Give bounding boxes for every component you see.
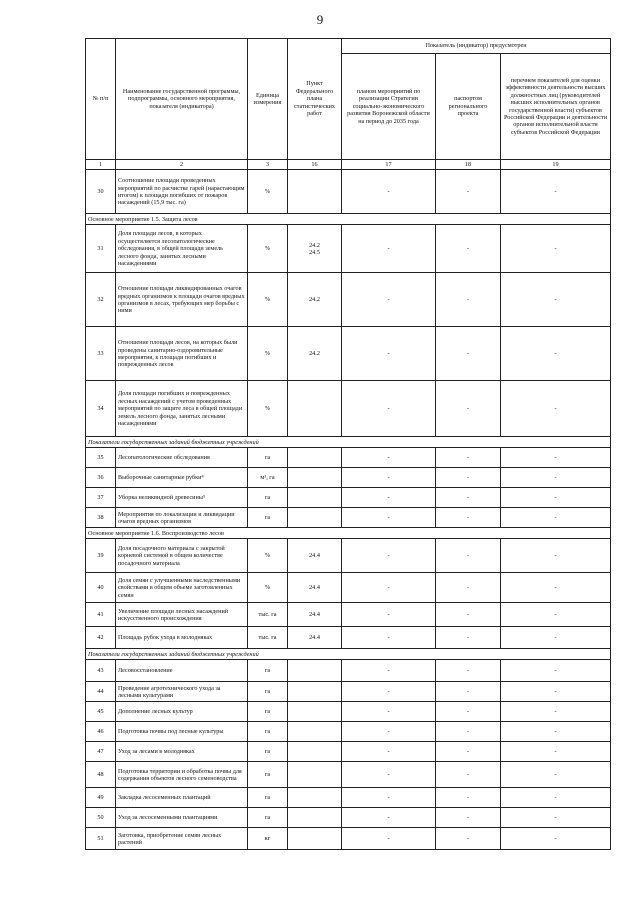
header-group: Показатель (индикатор) предусмотрен: [342, 39, 611, 54]
indicator-name: Отношение площади ликвидированных очагов вредных организмов к площади очагов вредных организмов в лесах, требующих мер борьбы с ними: [116, 273, 248, 327]
passport-cell: -: [436, 603, 501, 627]
section-title: Основное мероприятие 1.6. Воспроизводство лесов: [86, 528, 611, 539]
section-title: Показатели государственных заданий бюджетных учреждений: [86, 649, 611, 660]
indicator-name: Соотношение площади проведенных мероприятий по расчистке гарей (нарастающим итогом) к площади погибших от пожаров насаждений (15,9 тыс. га): [116, 170, 248, 214]
section-row: [86, 437, 611, 448]
row-number: 49: [86, 788, 116, 808]
unit-cell: га: [248, 762, 288, 788]
federal-plan-cell: [288, 660, 342, 682]
indicator-name: Увеличение площади лесных насаждений искусственного происхождения: [116, 603, 248, 627]
row-number: 50: [86, 808, 116, 828]
unit-cell: тыс. га: [248, 627, 288, 649]
strategy-cell: -: [342, 573, 436, 603]
strategy-cell: -: [342, 682, 436, 702]
unit-cell: га: [248, 722, 288, 742]
federal-plan-cell: [288, 762, 342, 788]
column-number-cell: 1: [86, 160, 116, 170]
efficiency-list-cell: -: [501, 722, 611, 742]
indicator-name: Уход за лесами в молодняках: [116, 742, 248, 762]
efficiency-list-cell: -: [501, 468, 611, 488]
passport-cell: -: [436, 225, 501, 273]
row-number: 46: [86, 722, 116, 742]
strategy-cell: -: [342, 742, 436, 762]
table-row: [86, 660, 611, 682]
unit-cell: %: [248, 273, 288, 327]
federal-plan-cell: [288, 488, 342, 508]
strategy-cell: -: [342, 539, 436, 573]
section-title: Основное мероприятие 1.5. Защита лесов: [86, 214, 611, 225]
efficiency-list-cell: -: [501, 381, 611, 437]
row-number: 43: [86, 660, 116, 682]
table-row: [86, 327, 611, 381]
unit-cell: %: [248, 327, 288, 381]
column-number-cell: 19: [501, 160, 611, 170]
passport-cell: -: [436, 788, 501, 808]
passport-cell: -: [436, 627, 501, 649]
table-row: [86, 170, 611, 214]
row-number: 36: [86, 468, 116, 488]
row-number: 33: [86, 327, 116, 381]
row-number: 45: [86, 702, 116, 722]
passport-cell: -: [436, 508, 501, 528]
table-row: [86, 539, 611, 573]
efficiency-list-cell: -: [501, 448, 611, 468]
row-number: 51: [86, 828, 116, 850]
unit-cell: га: [248, 448, 288, 468]
row-number: 37: [86, 488, 116, 508]
table-row: [86, 742, 611, 762]
federal-plan-cell: [288, 468, 342, 488]
federal-plan-cell: [288, 742, 342, 762]
federal-plan-cell: [288, 381, 342, 437]
indicator-name: Подготовка почвы под лесные культуры: [116, 722, 248, 742]
passport-cell: -: [436, 660, 501, 682]
strategy-cell: -: [342, 508, 436, 528]
table-row: [86, 573, 611, 603]
table-row: [86, 702, 611, 722]
unit-cell: кг: [248, 828, 288, 850]
passport-cell: -: [436, 808, 501, 828]
strategy-cell: -: [342, 488, 436, 508]
passport-cell: -: [436, 722, 501, 742]
page-number: 9: [316, 12, 324, 27]
indicator-name: Мероприятия по локализации и ликвидации очагов вредных организмов: [116, 508, 248, 528]
indicator-name: Выборочные санитарные рубки⁴: [116, 468, 248, 488]
efficiency-list-cell: -: [501, 539, 611, 573]
efficiency-list-cell: -: [501, 660, 611, 682]
strategy-cell: -: [342, 722, 436, 742]
federal-plan-cell: [288, 682, 342, 702]
efficiency-list-cell: -: [501, 808, 611, 828]
indicators-table: [85, 38, 611, 850]
table-row: [86, 381, 611, 437]
header-efficiency-list: перечнем показателей для оценки эффективности деятельности высших должностных лиц (руководителей высших исполнительных органов государственной власти) субъектов Российской Федерации и деятельности органов исполнительной власти субъектов Российской Федерации: [501, 54, 611, 160]
efficiency-list-cell: -: [501, 225, 611, 273]
federal-plan-cell: [288, 448, 342, 468]
strategy-cell: -: [342, 702, 436, 722]
table-row: [86, 762, 611, 788]
unit-cell: га: [248, 702, 288, 722]
strategy-cell: -: [342, 660, 436, 682]
efficiency-list-cell: -: [501, 488, 611, 508]
unit-cell: %: [248, 381, 288, 437]
federal-plan-cell: [288, 702, 342, 722]
table-row: [86, 488, 611, 508]
table-row: [86, 808, 611, 828]
unit-cell: га: [248, 788, 288, 808]
efficiency-list-cell: -: [501, 828, 611, 850]
federal-plan-cell: 24.4: [288, 573, 342, 603]
efficiency-list-cell: -: [501, 702, 611, 722]
table-row: [86, 788, 611, 808]
strategy-cell: -: [342, 448, 436, 468]
indicator-name: Доля посадочного материала с закрытой корневой системой в общем количестве посадочного материала: [116, 539, 248, 573]
table-row: [86, 682, 611, 702]
indicator-name: Дополнение лесных культур: [116, 702, 248, 722]
strategy-cell: -: [342, 828, 436, 850]
federal-plan-cell: [288, 808, 342, 828]
row-number: 31: [86, 225, 116, 273]
row-number: 38: [86, 508, 116, 528]
efficiency-list-cell: -: [501, 788, 611, 808]
efficiency-list-cell: -: [501, 327, 611, 381]
federal-plan-cell: [288, 722, 342, 742]
strategy-cell: -: [342, 273, 436, 327]
unit-cell: %: [248, 539, 288, 573]
header-unit: Единица измерения: [248, 39, 288, 160]
strategy-cell: -: [342, 468, 436, 488]
efficiency-list-cell: -: [501, 273, 611, 327]
passport-cell: -: [436, 488, 501, 508]
table-row: [86, 448, 611, 468]
federal-plan-cell: 24.2 24.5: [288, 225, 342, 273]
header-federal-plan: Пункт Федерального плана статистических работ: [288, 39, 342, 160]
passport-cell: -: [436, 381, 501, 437]
federal-plan-cell: [288, 828, 342, 850]
section-row: [86, 214, 611, 225]
passport-cell: -: [436, 702, 501, 722]
efficiency-list-cell: -: [501, 170, 611, 214]
header-strategy: планом мероприятий по реализации Стратегии социально-экономического развития Воронежской области на период до 2035 года: [342, 54, 436, 160]
passport-cell: -: [436, 682, 501, 702]
federal-plan-cell: 24.2: [288, 327, 342, 381]
unit-cell: га: [248, 742, 288, 762]
table-body: [86, 170, 611, 850]
indicator-name: Лесопатологические обследования: [116, 448, 248, 468]
passport-cell: -: [436, 539, 501, 573]
strategy-cell: -: [342, 381, 436, 437]
row-number: 41: [86, 603, 116, 627]
indicator-name: Доля площади лесов, в которых осуществляется лесопатологические обследования, в общей площади земель лесного фонда, занятых лесными насаждениями: [116, 225, 248, 273]
table-row: [86, 273, 611, 327]
strategy-cell: -: [342, 788, 436, 808]
table-row: [86, 508, 611, 528]
unit-cell: %: [248, 225, 288, 273]
column-number-cell: 2: [116, 160, 248, 170]
unit-cell: м³, га: [248, 468, 288, 488]
efficiency-list-cell: -: [501, 508, 611, 528]
strategy-cell: -: [342, 762, 436, 788]
passport-cell: -: [436, 448, 501, 468]
row-number: 32: [86, 273, 116, 327]
row-number: 42: [86, 627, 116, 649]
efficiency-list-cell: -: [501, 762, 611, 788]
passport-cell: -: [436, 273, 501, 327]
section-row: [86, 528, 611, 539]
federal-plan-cell: 24.4: [288, 627, 342, 649]
unit-cell: %: [248, 573, 288, 603]
header-name: Наименование государственной программы, подпрограммы, основного мероприятия, показателя (индикатора): [116, 39, 248, 160]
efficiency-list-cell: -: [501, 573, 611, 603]
strategy-cell: -: [342, 327, 436, 381]
indicator-name: Закладка лесосеменных плантаций: [116, 788, 248, 808]
column-number-cell: 18: [436, 160, 501, 170]
header-number: № п/п: [86, 39, 116, 160]
header-passport: паспортом регионального проекта: [436, 54, 501, 160]
indicator-name: Уборка неликвидной древесины⁵: [116, 488, 248, 508]
passport-cell: -: [436, 742, 501, 762]
federal-plan-cell: 24.2: [288, 273, 342, 327]
unit-cell: га: [248, 508, 288, 528]
federal-plan-cell: [288, 788, 342, 808]
unit-cell: га: [248, 808, 288, 828]
federal-plan-cell: [288, 508, 342, 528]
unit-cell: %: [248, 170, 288, 214]
passport-cell: -: [436, 170, 501, 214]
row-number: 48: [86, 762, 116, 788]
indicator-name: Лесовосстановление: [116, 660, 248, 682]
row-number: 40: [86, 573, 116, 603]
efficiency-list-cell: -: [501, 603, 611, 627]
indicator-name: Доля площади погибших и поврежденных лесных насаждений с учетом проведенных мероприятий по защите леса в общей площади земель лесного фонда, занятых лесными насаждениями: [116, 381, 248, 437]
unit-cell: тыс. га: [248, 603, 288, 627]
indicator-name: Проведение агротехнического ухода за лесными культурами: [116, 682, 248, 702]
indicator-name: Доля семян с улучшенными наследственными свойствами в общем объеме заготовленных семян: [116, 573, 248, 603]
passport-cell: -: [436, 762, 501, 788]
unit-cell: га: [248, 488, 288, 508]
efficiency-list-cell: -: [501, 742, 611, 762]
column-number-cell: 17: [342, 160, 436, 170]
table-row: [86, 603, 611, 627]
efficiency-list-cell: -: [501, 682, 611, 702]
row-number: 47: [86, 742, 116, 762]
federal-plan-cell: 24.4: [288, 539, 342, 573]
row-number: 44: [86, 682, 116, 702]
row-number: 34: [86, 381, 116, 437]
column-numbering-row: [86, 160, 611, 170]
column-number-cell: 16: [288, 160, 342, 170]
section-title: Показатели государственных заданий бюджетных учреждений: [86, 437, 611, 448]
row-number: 30: [86, 170, 116, 214]
unit-cell: га: [248, 682, 288, 702]
column-number-cell: 3: [248, 160, 288, 170]
strategy-cell: -: [342, 603, 436, 627]
passport-cell: -: [436, 468, 501, 488]
federal-plan-cell: [288, 170, 342, 214]
efficiency-list-cell: -: [501, 627, 611, 649]
passport-cell: -: [436, 327, 501, 381]
strategy-cell: -: [342, 225, 436, 273]
strategy-cell: -: [342, 808, 436, 828]
indicator-name: Подготовка территории и обработка почвы для содержания объектов лесного семеноводства: [116, 762, 248, 788]
passport-cell: -: [436, 828, 501, 850]
indicator-name: Уход за лесосеменными плантациями: [116, 808, 248, 828]
table-row: [86, 722, 611, 742]
indicator-name: Заготовка, приобретение семян лесных растений: [116, 828, 248, 850]
row-number: 39: [86, 539, 116, 573]
table-row: [86, 828, 611, 850]
row-number: 35: [86, 448, 116, 468]
indicator-name: Площадь рубок ухода в молодняках: [116, 627, 248, 649]
passport-cell: -: [436, 573, 501, 603]
strategy-cell: -: [342, 627, 436, 649]
section-row: [86, 649, 611, 660]
table-row: [86, 225, 611, 273]
unit-cell: га: [248, 660, 288, 682]
strategy-cell: -: [342, 170, 436, 214]
indicator-name: Отношение площади лесов, на которых были проведены санитарно-оздоровительные мероприятия, к площади погибших и поврежденных лесов: [116, 327, 248, 381]
table-row: [86, 627, 611, 649]
federal-plan-cell: 24.4: [288, 603, 342, 627]
table-row: [86, 468, 611, 488]
